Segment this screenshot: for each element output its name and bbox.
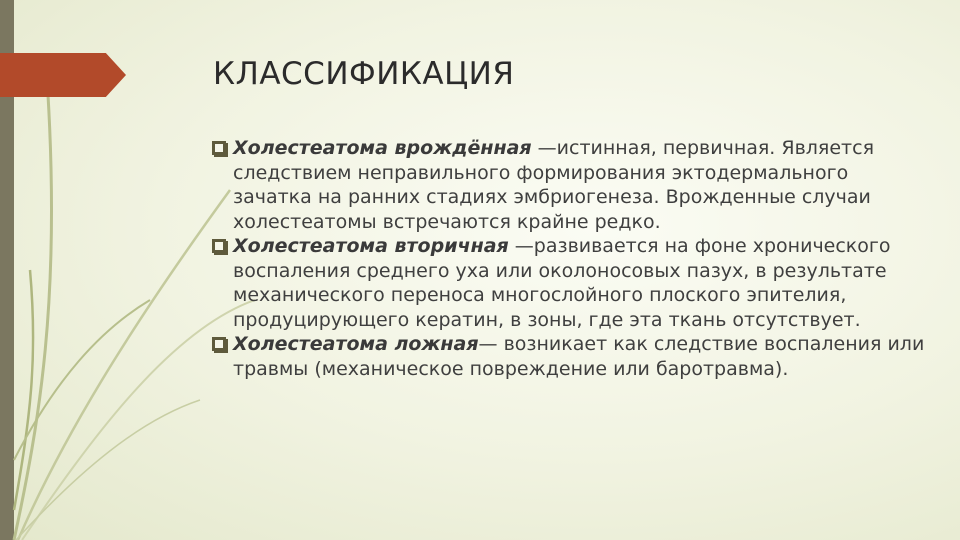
item-term: Холестеатома вторичная (233, 235, 509, 257)
item-term: Холестеатома ложная (233, 333, 479, 355)
list-item (211, 332, 931, 381)
item-text: — возникает как следствие воспаления или травмы (механическое повреждение или баротравма). (233, 333, 925, 380)
square-bullet-icon (212, 141, 226, 155)
square-bullet-icon (212, 337, 226, 351)
item-text: —развивается на фоне хронического воспаления среднего уха или околоносовых пазух, в результате механического переноса многослойного плоского эпителия, продуцирующего кератин, в зоны, где эта ткань отсутствует. (233, 235, 891, 331)
square-bullet-icon (212, 239, 226, 253)
title-arrow-decoration (0, 53, 126, 97)
list-item (211, 136, 931, 234)
classification-list (211, 136, 931, 381)
slide-title: КЛАССИФИКАЦИЯ (213, 56, 515, 92)
item-term: Холестеатома врождённая (233, 137, 532, 159)
item-text: —истинная, первичная. Является следствием неправильного формирования эктодермального зачатка на ранних стадиях эмбриогенеза. Врожденные случаи холестеатомы встречаются крайне редко. (233, 137, 874, 233)
list-item (211, 234, 931, 332)
